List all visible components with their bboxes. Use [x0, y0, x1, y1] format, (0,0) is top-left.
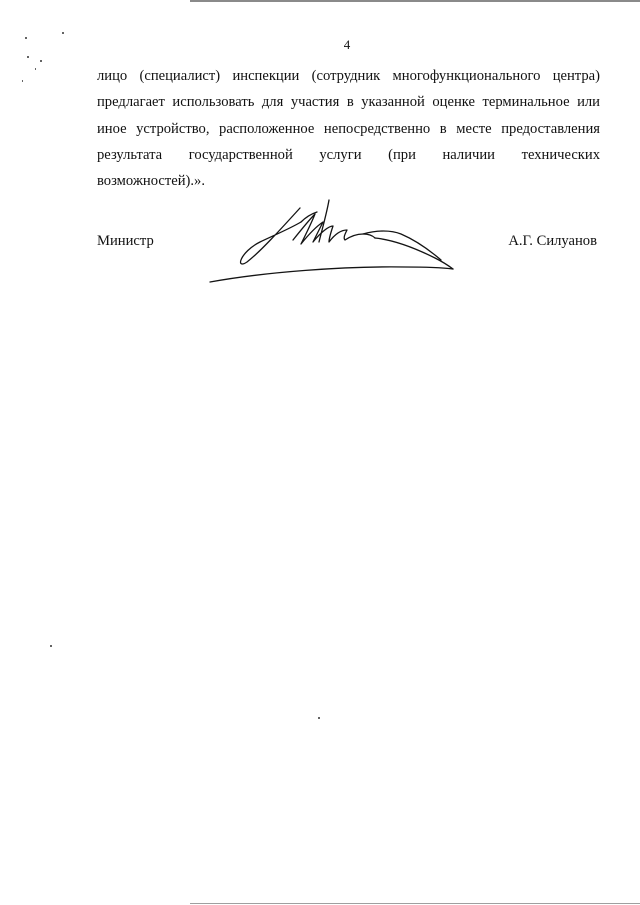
scan-speck	[35, 68, 36, 70]
signatory-name: А.Г. Силуанов	[508, 233, 597, 249]
scan-edge-top	[190, 0, 640, 2]
scan-edge-bottom	[190, 903, 640, 904]
scan-speck	[50, 645, 52, 647]
scan-speck	[27, 56, 29, 58]
paragraph-line: возможностей).».	[97, 173, 205, 190]
scan-speck	[318, 717, 320, 719]
scan-speck	[22, 80, 23, 82]
paragraph-line: иное устройство, расположенное непосредственно в месте предоставления	[97, 120, 600, 137]
paragraph-line: предлагает использовать для участия в указанной оценке терминальное или	[97, 94, 600, 111]
handwritten-signature	[205, 190, 465, 290]
paragraph	[97, 63, 600, 194]
paragraph-line: результата государственной услуги (при наличии технических	[97, 146, 600, 163]
scan-speck	[40, 60, 42, 62]
scan-speck	[62, 32, 64, 34]
paragraph-line: лицо (специалист) инспекции (сотрудник многофункционального центра)	[97, 68, 600, 84]
signatory-title: Министр	[97, 233, 154, 249]
page-number: 4	[343, 37, 351, 52]
